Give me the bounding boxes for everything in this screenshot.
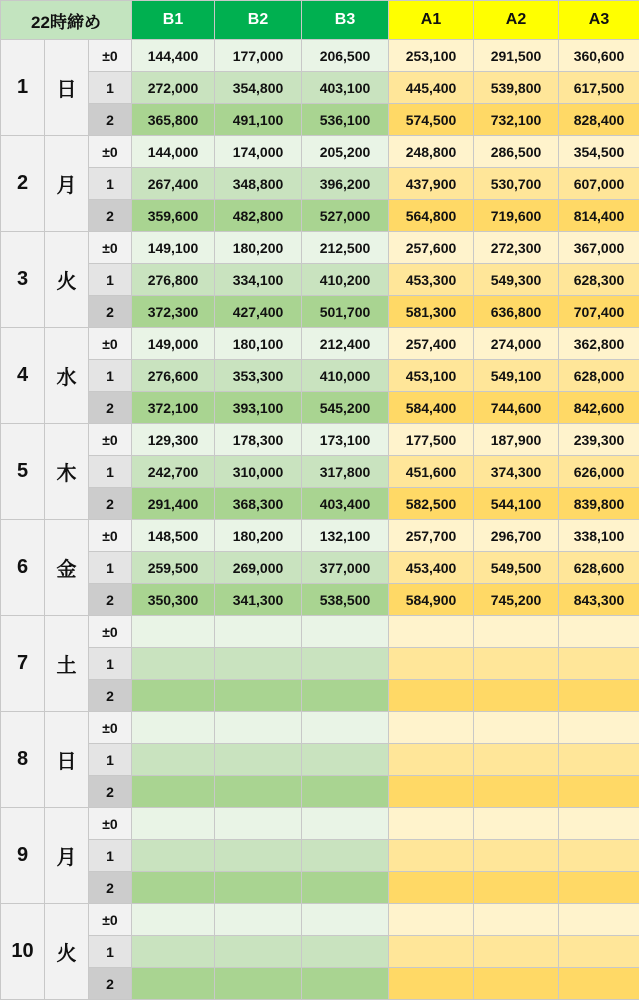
column-header-b1: B1 <box>132 1 215 40</box>
table-row <box>1 520 639 552</box>
table-row <box>1 168 639 200</box>
value-cell-b3: 545,200 <box>302 392 389 424</box>
value-cell-a2: 296,700 <box>474 520 559 552</box>
value-cell-b3 <box>302 680 389 712</box>
value-cell-a3 <box>559 872 639 904</box>
row-sub-label: ±0 <box>89 136 132 168</box>
value-cell-a3: 842,600 <box>559 392 639 424</box>
value-cell-b2: 180,200 <box>215 232 302 264</box>
value-cell-b3 <box>302 904 389 936</box>
value-cell-a2: 274,000 <box>474 328 559 360</box>
row-sub-label: 1 <box>89 744 132 776</box>
day-weekday: 火 <box>45 232 89 328</box>
value-cell-b3: 403,100 <box>302 72 389 104</box>
row-sub-label: 1 <box>89 552 132 584</box>
value-cell-b1: 144,400 <box>132 40 215 72</box>
value-cell-a2: 530,700 <box>474 168 559 200</box>
value-cell-a3 <box>559 712 639 744</box>
value-cell-b2: 348,800 <box>215 168 302 200</box>
value-cell-a1: 257,700 <box>389 520 474 552</box>
table-row <box>1 776 639 808</box>
value-cell-b1: 350,300 <box>132 584 215 616</box>
row-sub-label: 1 <box>89 72 132 104</box>
value-cell-b1: 242,700 <box>132 456 215 488</box>
table-row <box>1 200 639 232</box>
value-cell-a3 <box>559 744 639 776</box>
value-cell-b3: 410,000 <box>302 360 389 392</box>
value-cell-a1 <box>389 840 474 872</box>
value-cell-a2 <box>474 616 559 648</box>
day-number: 8 <box>1 712 45 808</box>
day-weekday: 火 <box>45 904 89 1000</box>
value-cell-a2: 544,100 <box>474 488 559 520</box>
value-cell-a3 <box>559 648 639 680</box>
value-cell-b2 <box>215 872 302 904</box>
table-row <box>1 424 639 456</box>
day-weekday: 月 <box>45 136 89 232</box>
value-cell-b3: 317,800 <box>302 456 389 488</box>
value-cell-b3: 527,000 <box>302 200 389 232</box>
value-cell-b1 <box>132 904 215 936</box>
value-cell-b3: 205,200 <box>302 136 389 168</box>
value-cell-a2: 549,300 <box>474 264 559 296</box>
row-sub-label: ±0 <box>89 616 132 648</box>
value-cell-b3: 132,100 <box>302 520 389 552</box>
value-cell-a1: 453,300 <box>389 264 474 296</box>
value-cell-b2: 178,300 <box>215 424 302 456</box>
value-cell-b2: 353,300 <box>215 360 302 392</box>
value-cell-b2 <box>215 776 302 808</box>
value-cell-b1: 272,000 <box>132 72 215 104</box>
value-cell-a3: 360,600 <box>559 40 639 72</box>
value-cell-a3: 839,800 <box>559 488 639 520</box>
value-cell-a3 <box>559 808 639 840</box>
table-row <box>1 936 639 968</box>
value-cell-a2 <box>474 744 559 776</box>
row-sub-label: 2 <box>89 968 132 1000</box>
value-cell-b3: 501,700 <box>302 296 389 328</box>
value-cell-a3: 628,000 <box>559 360 639 392</box>
value-cell-b1: 144,000 <box>132 136 215 168</box>
value-cell-b1 <box>132 840 215 872</box>
table-row <box>1 360 639 392</box>
value-cell-b1: 372,300 <box>132 296 215 328</box>
value-cell-b2: 180,200 <box>215 520 302 552</box>
table-row <box>1 136 639 168</box>
value-cell-a3 <box>559 776 639 808</box>
value-cell-b3: 396,200 <box>302 168 389 200</box>
table-row <box>1 552 639 584</box>
table-row <box>1 488 639 520</box>
value-cell-b2: 310,000 <box>215 456 302 488</box>
value-cell-a2: 187,900 <box>474 424 559 456</box>
table-row <box>1 680 639 712</box>
value-cell-b2 <box>215 712 302 744</box>
day-weekday: 金 <box>45 520 89 616</box>
value-cell-a2 <box>474 680 559 712</box>
value-cell-a1: 177,500 <box>389 424 474 456</box>
value-cell-b1: 149,100 <box>132 232 215 264</box>
value-cell-a1 <box>389 744 474 776</box>
value-cell-b1 <box>132 712 215 744</box>
value-cell-b3 <box>302 776 389 808</box>
value-cell-a2: 286,500 <box>474 136 559 168</box>
value-cell-b1 <box>132 968 215 1000</box>
value-cell-b1: 149,000 <box>132 328 215 360</box>
value-cell-a3: 607,000 <box>559 168 639 200</box>
value-cell-a3: 828,400 <box>559 104 639 136</box>
value-cell-a2 <box>474 968 559 1000</box>
value-cell-a2: 549,100 <box>474 360 559 392</box>
value-cell-b2: 180,100 <box>215 328 302 360</box>
value-cell-b2 <box>215 904 302 936</box>
column-header-a1: A1 <box>389 1 474 40</box>
value-cell-b1: 267,400 <box>132 168 215 200</box>
value-cell-a1 <box>389 968 474 1000</box>
row-sub-label: 2 <box>89 776 132 808</box>
value-cell-a2 <box>474 872 559 904</box>
table-row <box>1 584 639 616</box>
value-cell-a3: 239,300 <box>559 424 639 456</box>
value-cell-a3: 367,000 <box>559 232 639 264</box>
value-cell-a1 <box>389 776 474 808</box>
row-sub-label: ±0 <box>89 808 132 840</box>
row-sub-label: ±0 <box>89 232 132 264</box>
value-cell-a1: 453,100 <box>389 360 474 392</box>
header-row <box>1 1 639 40</box>
day-number: 1 <box>1 40 45 136</box>
value-cell-a3: 354,500 <box>559 136 639 168</box>
value-cell-b3: 403,400 <box>302 488 389 520</box>
value-cell-a3: 362,800 <box>559 328 639 360</box>
day-number: 4 <box>1 328 45 424</box>
value-cell-b1 <box>132 648 215 680</box>
value-cell-a1 <box>389 808 474 840</box>
value-cell-b2: 491,100 <box>215 104 302 136</box>
value-cell-a2: 732,100 <box>474 104 559 136</box>
table-row <box>1 456 639 488</box>
value-cell-a3 <box>559 968 639 1000</box>
table-row <box>1 104 639 136</box>
value-cell-a2: 745,200 <box>474 584 559 616</box>
row-sub-label: 1 <box>89 648 132 680</box>
value-cell-b3 <box>302 840 389 872</box>
value-cell-b2 <box>215 616 302 648</box>
value-cell-a2: 636,800 <box>474 296 559 328</box>
value-cell-a1: 582,500 <box>389 488 474 520</box>
value-cell-b3 <box>302 616 389 648</box>
value-cell-b3: 212,500 <box>302 232 389 264</box>
value-cell-b2: 354,800 <box>215 72 302 104</box>
value-cell-b2: 334,100 <box>215 264 302 296</box>
value-cell-b3: 536,100 <box>302 104 389 136</box>
value-cell-b1 <box>132 680 215 712</box>
cutoff-label: 22時締め <box>1 1 132 40</box>
row-sub-label: 1 <box>89 456 132 488</box>
value-cell-b3 <box>302 936 389 968</box>
day-number: 5 <box>1 424 45 520</box>
table-row <box>1 840 639 872</box>
value-cell-a1: 437,900 <box>389 168 474 200</box>
value-cell-a2: 744,600 <box>474 392 559 424</box>
value-cell-a3 <box>559 616 639 648</box>
day-number: 10 <box>1 904 45 1000</box>
value-cell-a3: 338,100 <box>559 520 639 552</box>
value-cell-a1: 257,600 <box>389 232 474 264</box>
day-weekday: 土 <box>45 616 89 712</box>
row-sub-label: 2 <box>89 296 132 328</box>
table-row <box>1 648 639 680</box>
value-cell-a1 <box>389 680 474 712</box>
value-cell-a3: 626,000 <box>559 456 639 488</box>
value-cell-a1 <box>389 648 474 680</box>
value-cell-a2 <box>474 936 559 968</box>
value-cell-b3 <box>302 808 389 840</box>
table-row <box>1 712 639 744</box>
column-header-a3: A3 <box>559 1 639 40</box>
row-sub-label: ±0 <box>89 904 132 936</box>
table-row <box>1 616 639 648</box>
value-cell-a3: 617,500 <box>559 72 639 104</box>
day-weekday: 水 <box>45 328 89 424</box>
value-cell-a1: 574,500 <box>389 104 474 136</box>
value-cell-a2: 374,300 <box>474 456 559 488</box>
row-sub-label: 2 <box>89 584 132 616</box>
table-row <box>1 808 639 840</box>
value-cell-b2: 341,300 <box>215 584 302 616</box>
value-cell-a3: 814,400 <box>559 200 639 232</box>
day-weekday: 日 <box>45 712 89 808</box>
value-cell-b3: 538,500 <box>302 584 389 616</box>
row-sub-label: ±0 <box>89 520 132 552</box>
day-weekday: 木 <box>45 424 89 520</box>
value-cell-a2: 291,500 <box>474 40 559 72</box>
table-row <box>1 392 639 424</box>
value-cell-b2 <box>215 936 302 968</box>
value-cell-b1 <box>132 872 215 904</box>
value-cell-a2: 539,800 <box>474 72 559 104</box>
value-cell-b2: 393,100 <box>215 392 302 424</box>
value-cell-b2: 482,800 <box>215 200 302 232</box>
day-number: 6 <box>1 520 45 616</box>
value-cell-b2: 177,000 <box>215 40 302 72</box>
value-cell-a1: 248,800 <box>389 136 474 168</box>
row-sub-label: ±0 <box>89 712 132 744</box>
value-cell-a2: 272,300 <box>474 232 559 264</box>
value-cell-a2 <box>474 808 559 840</box>
table-row <box>1 968 639 1000</box>
day-number: 9 <box>1 808 45 904</box>
row-sub-label: 2 <box>89 104 132 136</box>
value-cell-b3: 206,500 <box>302 40 389 72</box>
value-cell-a3: 628,600 <box>559 552 639 584</box>
value-cell-a2: 719,600 <box>474 200 559 232</box>
row-sub-label: 2 <box>89 680 132 712</box>
value-cell-a1: 445,400 <box>389 72 474 104</box>
value-cell-a1 <box>389 872 474 904</box>
row-sub-label: 2 <box>89 488 132 520</box>
value-cell-a2 <box>474 712 559 744</box>
value-cell-a2 <box>474 648 559 680</box>
row-sub-label: 1 <box>89 360 132 392</box>
value-cell-b1: 129,300 <box>132 424 215 456</box>
value-cell-a3: 843,300 <box>559 584 639 616</box>
day-number: 7 <box>1 616 45 712</box>
value-cell-b2 <box>215 968 302 1000</box>
row-sub-label: ±0 <box>89 40 132 72</box>
value-cell-a1: 584,900 <box>389 584 474 616</box>
value-cell-b1 <box>132 936 215 968</box>
value-cell-b1 <box>132 616 215 648</box>
value-cell-a3 <box>559 904 639 936</box>
value-cell-a1 <box>389 936 474 968</box>
value-cell-b1: 276,800 <box>132 264 215 296</box>
value-cell-b2 <box>215 808 302 840</box>
value-cell-b2 <box>215 680 302 712</box>
value-cell-a2 <box>474 776 559 808</box>
value-cell-a1: 581,300 <box>389 296 474 328</box>
value-cell-b2 <box>215 648 302 680</box>
table-row <box>1 904 639 936</box>
value-cell-a2: 549,500 <box>474 552 559 584</box>
value-cell-b2 <box>215 840 302 872</box>
value-cell-b1: 372,100 <box>132 392 215 424</box>
table-row <box>1 40 639 72</box>
value-cell-a3 <box>559 840 639 872</box>
value-cell-a1: 453,400 <box>389 552 474 584</box>
value-cell-b3: 212,400 <box>302 328 389 360</box>
day-weekday: 日 <box>45 40 89 136</box>
table-row <box>1 264 639 296</box>
value-cell-b3 <box>302 744 389 776</box>
day-number: 3 <box>1 232 45 328</box>
row-sub-label: 1 <box>89 264 132 296</box>
value-cell-a3: 628,300 <box>559 264 639 296</box>
value-cell-b1: 276,600 <box>132 360 215 392</box>
value-cell-a1 <box>389 616 474 648</box>
value-cell-a3 <box>559 680 639 712</box>
value-cell-b1 <box>132 808 215 840</box>
day-weekday: 月 <box>45 808 89 904</box>
value-cell-a1: 564,800 <box>389 200 474 232</box>
column-header-b3: B3 <box>302 1 389 40</box>
value-cell-a1 <box>389 712 474 744</box>
value-cell-a1 <box>389 904 474 936</box>
value-cell-b2: 368,300 <box>215 488 302 520</box>
value-cell-b2 <box>215 744 302 776</box>
row-sub-label: 1 <box>89 936 132 968</box>
row-sub-label: 2 <box>89 392 132 424</box>
value-cell-a1: 253,100 <box>389 40 474 72</box>
value-cell-a3 <box>559 936 639 968</box>
value-cell-a1: 257,400 <box>389 328 474 360</box>
value-cell-b3: 410,200 <box>302 264 389 296</box>
value-cell-b3 <box>302 648 389 680</box>
value-cell-a1: 584,400 <box>389 392 474 424</box>
row-sub-label: 2 <box>89 200 132 232</box>
value-cell-b1: 259,500 <box>132 552 215 584</box>
row-sub-label: ±0 <box>89 328 132 360</box>
row-sub-label: 2 <box>89 872 132 904</box>
value-cell-b1: 291,400 <box>132 488 215 520</box>
row-sub-label: 1 <box>89 840 132 872</box>
value-cell-b3 <box>302 968 389 1000</box>
value-cell-b3 <box>302 872 389 904</box>
value-cell-a1: 451,600 <box>389 456 474 488</box>
value-cell-b1: 359,600 <box>132 200 215 232</box>
value-cell-b3: 173,100 <box>302 424 389 456</box>
value-cell-b2: 269,000 <box>215 552 302 584</box>
row-sub-label: ±0 <box>89 424 132 456</box>
value-cell-b3 <box>302 712 389 744</box>
value-cell-b2: 427,400 <box>215 296 302 328</box>
table-row <box>1 72 639 104</box>
value-cell-a2 <box>474 840 559 872</box>
table-row <box>1 296 639 328</box>
value-cell-b1: 365,800 <box>132 104 215 136</box>
value-cell-b1: 148,500 <box>132 520 215 552</box>
value-cell-b1 <box>132 744 215 776</box>
value-cell-a3: 707,400 <box>559 296 639 328</box>
value-cell-a2 <box>474 904 559 936</box>
value-cell-b2: 174,000 <box>215 136 302 168</box>
value-cell-b3: 377,000 <box>302 552 389 584</box>
row-sub-label: 1 <box>89 168 132 200</box>
table-row <box>1 872 639 904</box>
value-cell-b1 <box>132 776 215 808</box>
table-row <box>1 328 639 360</box>
column-header-a2: A2 <box>474 1 559 40</box>
table-row <box>1 232 639 264</box>
column-header-b2: B2 <box>215 1 302 40</box>
day-number: 2 <box>1 136 45 232</box>
table-row <box>1 744 639 776</box>
